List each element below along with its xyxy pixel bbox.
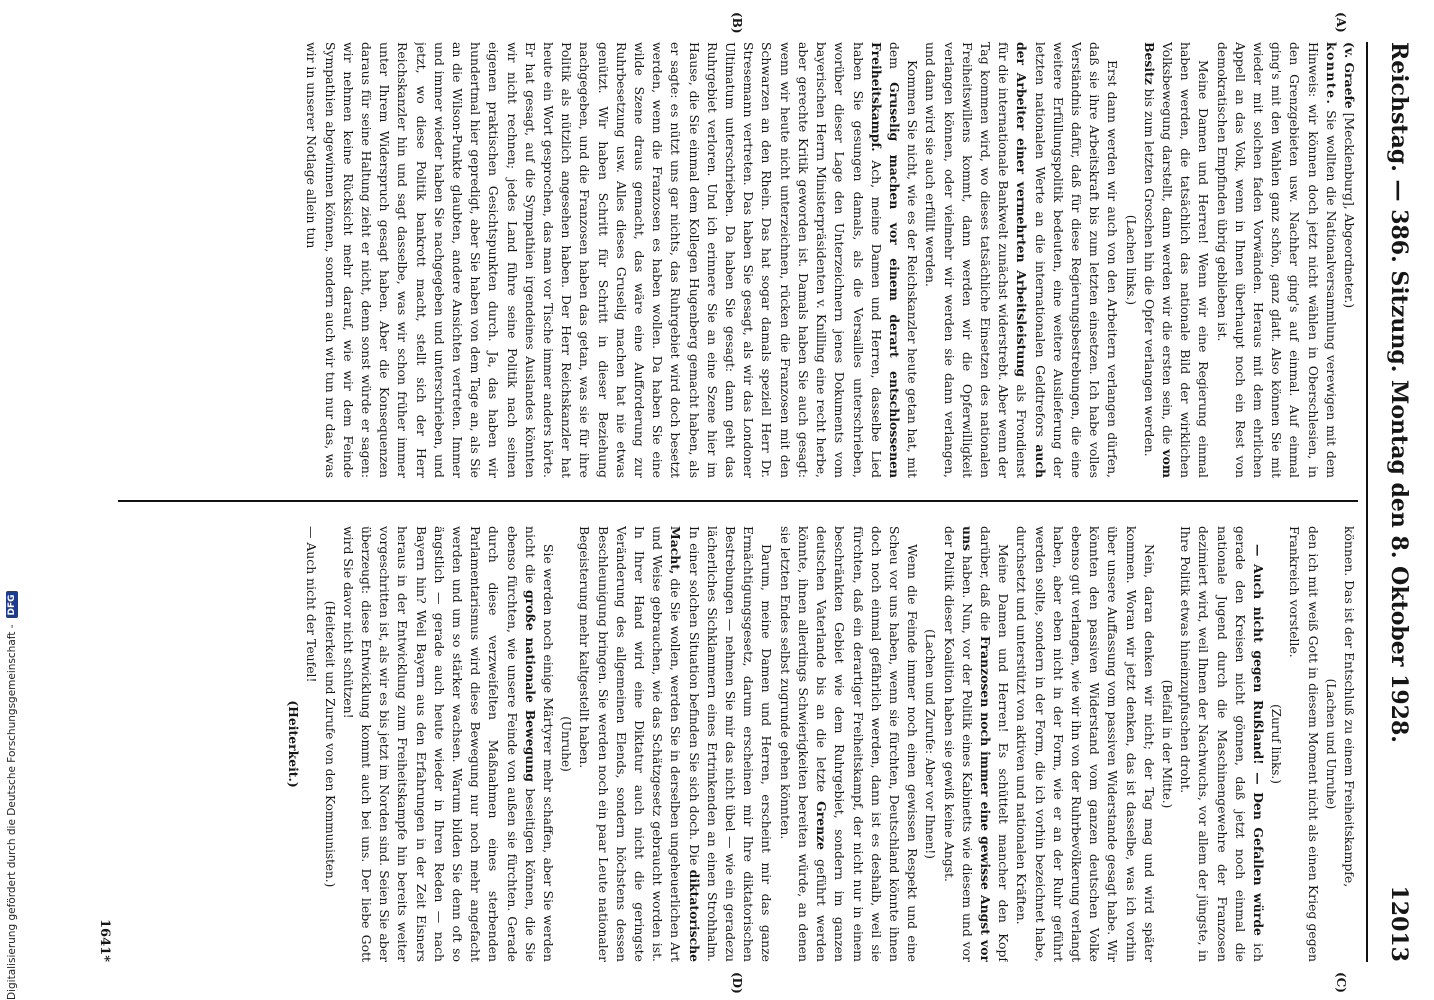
paragraph: können. Das ist der Entschluß zu einem Freiheitskampfe, — [1342, 526, 1357, 888]
rotated-scan — [80, 0, 1434, 1000]
interjection: (Zuruf links.) — [1269, 704, 1284, 784]
margin-letter-c: (C) — [1334, 972, 1348, 993]
paragraph: Meine Damen und Herren! Es schüttelt mancher den Kopf darüber, daß die Franzosen noch immer eine gewisse Angst vor uns haben. Nun, vor der Politik eines Kabinetts wie diesem und vor der Politik dieser Koalition haben sie gewiß keine Angst. — [941, 526, 1012, 962]
paragraph: — Auch nicht der Teufel! — [304, 526, 320, 683]
paragraph: Nein, daran denken wir nicht; der Tag mag und wird später kommen. Woran wir jetzt denken, das ist dasselbe, was ich vorhin über unsere Auffassung vom passiven Widerstande gesagt habe. Wir könnten den passiven Widerstand vom ganzen deutschen Volke ebenso gut verlangen, wie wir ihn von der Ruhrbevölkerung verlangt haben, aber eben nicht in der Form, wie er an der Ruhr geführt werden sollte, sondern in der Form, die ich vorhin bezeichnet habe, durchsetzt und unterstützt von aktiven und nationalen Kräften. — [1014, 526, 1157, 962]
document-page — [80, 0, 1434, 1000]
paragraph: Sie werden noch einige Märtyrer mehr schaffen, aber Sie werden nicht die große nationale Bewegung beseitigen können, die Sie ebenso fürchten, wie unsere Feinde von außen sie fürchten. Gerade durch diese verzweifelten Maßnahmen eines sterbenden Parlamentarismus wird diese Bewegung nur noch mehr angefacht werden und um so stärker wachsen. Warum bilden Sie denn oft so ängstlich — gerade auch heute wieder in Ihren Reden — nach Bayern hin? Weil Bayern aus den Erfahrungen in der Zeit Eisners heraus in der Entwicklung zum Freiheitskampfe hin bereits weiter vorgeschritten ist, als wir es bis jetzt im Norden sind. Seien Sie aber überzeugt: diese Entwicklung kommt auch bei uns. Der liebe Gott wird Sie davor nicht schützen! — [340, 526, 557, 962]
page-header — [1366, 42, 1420, 962]
paragraph: Kommen Sie nicht, wie es der Reichskanzler heute getan hat, mit dem Gruselig machen vor einem derart entschlossenen Freiheitskampf. Ach, meine Damen und Herren, dasselbe Lied haben Sie gesungen damals, als die Versailles unterschrieben, worüber dieser Lage den Unterzeichnern jenes Dokuments vom bayerischen Herrn Ministerpräsidenten v. Knilling eine recht herbe, aber gerechte Kritik geworden ist. Damals haben Sie auch gesagt: wenn wir heute nicht unterzeichnen, rücken die Franzosen mit den Schwarzen an den Rhein. Das hat sogar damals speziell Herr Dr. Stresemann vertreten. Das haben Sie gesagt, als wir das Londoner Ultimatum unterschrieben. Da haben Sie gesagt: dann geht das Ruhrgebiet verloren. Und ich erinnere Sie an eine Szene hier im Hause, die Sie einmal dem Kollegen Hugenberg gemacht haben, als er sagte: es nützt uns gar nichts, das Ruhrgebiet wird doch besetzt werden, wenn die Franzosen es haben wollen. Da haben Sie eine wilde Szene draus gemacht, das wäre eine Aufforderung zur Ruhrbesetzung usw. Alles dieses Gruselig machen hat nie etwas genützt. Wir haben Schritt für Schritt in dieser Beziehung nachgegeben, und die Franzosen haben das getan, was sie für ihre Politik als nützlich angesehen haben. Der Herr Reichskanzler hat heute ein Wort gesprochen, das man vor Tische immer anders hörte. Er hat gesagt, auf die Sympathien irgendeines Auslandes könnten wir nicht rechnen; jedes Land führe seine Politik nach seinen eigenen praktischen Gesichtspunkten durch. Ja, das haben wir hundertmal hier gepredigt, aber Sie haben von dem Tage an, als Sie an die Wilson-Punkte glaubten, andere Ansichten vertreten. Immer und immer wieder haben Sie nachgegeben und unterschrieben, und jetzt, wo diese Politik bankrott macht, stellt sich der Herr Reichskanzler hin und sagt dasselbe, was wir schon früher immer unter Ihrem Widerspruch gesagt haben. Aber die Konsequenzen daraus für seine Haltung zieht er nicht, denn sonst würde er sagen: wir nehmen keine Rücksicht mehr darauf, wie wir dem Feinde Sympathien abgewinnen können, sondern auch wir tun nur das, was wir in unserer Notlage allein tun — [304, 42, 921, 478]
dfg-sidebar — [6, 591, 18, 1000]
sidebar-credit: Digitalisierung gefördert durch die Deutsche Forschungsgemeinschaft - — [6, 624, 18, 1000]
interjection: (Lachen und Unruhe) — [1323, 678, 1338, 810]
interjection: (Unruhe) — [559, 716, 574, 772]
margin-letter-a: (A) — [1334, 12, 1348, 33]
paragraph: konnte. Sie wollten die Nationalversammlung verewigen mit dem Hinweis: wir können doch jetzt nicht wählen in Oberschlesien, in den Grenzgebieten usw. Nachher ging's auf einmal. Auf einmal ging's mit den Wahlen ganz schön, ganz glatt. Also können Sie mit wieder mit solchen faden Vorwänden. Heraus mit dem ehrlichen Appell an das Volk, wenn in Ihnen überhaupt noch ein Rest von demokratischen Empfinden übrig geblieben ist. — [1214, 42, 1339, 478]
interjection: (Lachen und Zurufe: Aber vor Ihnen!) — [923, 629, 938, 859]
margin-letter-b: (B) — [730, 12, 744, 34]
paragraph: Darum, meine Damen und Herren, erscheint mir das ganze Ermächtigungsgesetz, darum erscheinen mir Ihre diktatorischen Bestrebungen — nehmen Sie mir das nicht übel — wie ein geradezu lächerliches Sichklammern eines Ertrinkenden an einen Strohhalm. In einer solchen Situation befinden Sie sich doch. Die diktatorische Macht, die Sie wollen, werden Sie in derselben ungeheuerlichen Art und Weise gebrauchen, wie das Schätzgesetz gebraucht worden ist. In Ihrer Hand wird eine Diktatur auch nicht die geringste Veränderung des allgemeinen Elends, sondern höchstens dessen Beschleunigung bringen. Sie werden noch ein paar Leute nationaler Begeisterung mehr kaltgestellt haben. — [577, 526, 775, 962]
interjection: (Heiterkeit.) — [286, 700, 302, 788]
speaker-line: (v. Graefe [Mecklenburg], Abgeordneter.) — [1342, 42, 1357, 309]
interjection: (Heiterkeit und Zurufe von den Kommunisten.) — [322, 600, 337, 888]
left-column — [118, 42, 1358, 478]
paragraph: Wenn die Feinde immer noch einen gewissen Respekt und eine Scheu vor uns haben, wenn sie fürchten, Deutschland könnte ihnen doch noch einmal gefährlich werden, dann ist es deshalb, weil sie fürchten, daß ein derartiger Freiheitskampf, der nicht nur in einem beschränkten Gebiet wie dem Ruhrgebiet, sondern im ganzen deutschen Vaterlande bis an die letzte Grenze geführt werden könnte, ihnen allerdings Schwierigkeiten bereiten würde, an denen sie letzten Endes selbst zugrunde gehen könnten. — [777, 526, 921, 962]
interjection: (Lachen links.) — [1123, 214, 1138, 306]
column-divider — [118, 500, 1358, 502]
paragraph: Erst dann werden wir auch von den Arbeitern verlangen dürfen, daß sie ihre Arbeitskraft bis zum letzten einsetzen. Ich habe volles Verständnis dafür, daß für diese Regierungsbestrebungen, die eine weitere Erfüllungspolitik bedeuten, eine weitere Auslieferung der letzten nationalen Werte an die internationalen Geldtrefors auch der Arbeiter einer vermehrten Arbeitsleistung als Frondienst für die internationale Bankwelt zunächst widerstrebt. Aber wenn der Tag kommen wird, wo dieses tatsächliche Einsetzen des nationalen Freiheitswillens kommt, dann werden wir die Opferwilligkeit verlangen können, oder vielmehr wir werden sie dann verlangen, und dann wird sie auch erfüllt werden. — [923, 42, 1121, 478]
signature-mark: 1641* — [97, 919, 112, 962]
margin-letter-d: (D) — [730, 972, 744, 994]
paragraph: den ich mit weiß Gott in diesem Moment nicht als einen Krieg gegen Frankreich vorstelle. — [1287, 526, 1321, 962]
right-column — [118, 526, 1358, 962]
header-title: Reichstag. — 386. Sitzung. Montag den 8. Oktober 1928. — [1386, 42, 1412, 743]
page-number: 12013 — [1386, 885, 1412, 962]
dfg-logo-icon: DFG — [6, 591, 18, 618]
paragraph: — Auch nicht gegen Rußland! — Den Gefallen würde ich gerade den Kreisen nicht gönnen, daß jetzt noch einmal die nationale Jugend durch die Maschinengewehre der Franzosen dezimiert wird, weil Ihnen der Nachwuchs, vor allem der jüngste, in Ihre Politik etwas hineinzupfuschen droht. — [1178, 526, 1266, 962]
interjection: (Beifall in der Mitte.) — [1159, 679, 1174, 809]
paragraph: Meine Damen und Herren! Wenn wir eine Regierung einmal haben werden, die tatsächlich das nationale Bild der wirklichen Volksbewegung darstellt, dann werden wir die ersten sein, die vom Besitz bis zum letzten Groschen hin die Opfer verlangen werden. — [1141, 42, 1212, 478]
